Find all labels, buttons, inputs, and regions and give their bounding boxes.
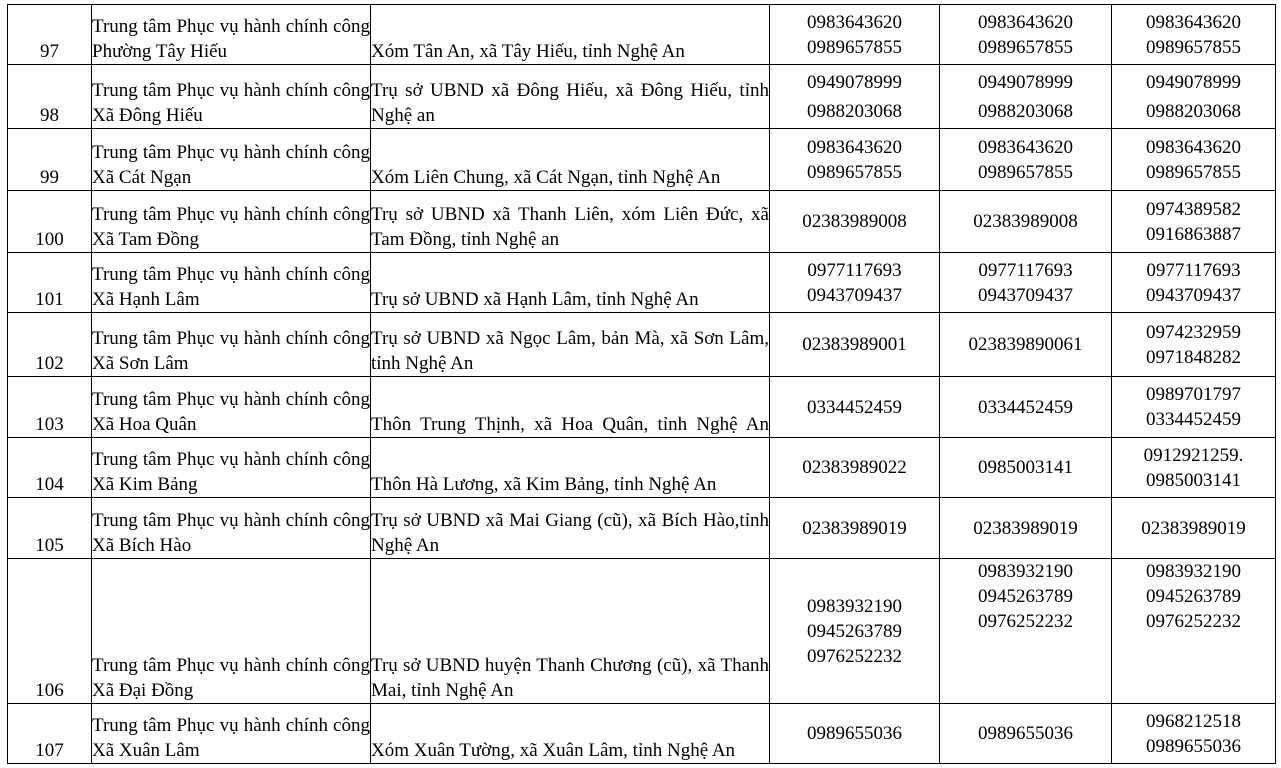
row-number: 101 bbox=[8, 253, 92, 313]
phone-number: 0989701797 bbox=[1146, 384, 1241, 405]
address-cell bbox=[371, 438, 770, 498]
phone-number: 02383989022 bbox=[802, 457, 907, 478]
row-number: 97 bbox=[8, 5, 92, 65]
address-cell bbox=[371, 129, 770, 191]
center-name: Trung tâm Phục vụ hành chính công Xã Sơn Lâm bbox=[92, 313, 371, 377]
phone-number: 0985003141 bbox=[1146, 469, 1241, 491]
phone-number: 02383989019 bbox=[1141, 517, 1246, 539]
phone-number: 0988203068 bbox=[807, 100, 902, 122]
phone-number: 0945263789 bbox=[807, 620, 902, 642]
phone-cell-2 bbox=[940, 5, 1112, 65]
phone-number: 0983643620 bbox=[978, 11, 1073, 33]
phone-cell-1 bbox=[770, 129, 940, 191]
address-cell bbox=[371, 313, 770, 377]
row-number: 103 bbox=[8, 377, 92, 438]
phone-number: 0989657855 bbox=[1146, 36, 1241, 58]
address-text: Trụ sở UBND xã Thanh Liên, xóm Liên Đức, xã Tam Đồng, tỉnh Nghệ an bbox=[371, 204, 769, 250]
phone-cell-2 bbox=[940, 129, 1112, 191]
phone-number: 0976252232 bbox=[807, 645, 902, 667]
phone-number: 0949078999 bbox=[1146, 71, 1241, 93]
phone-number: 0976252232 bbox=[978, 611, 1073, 632]
phone-number: 0334452459 bbox=[807, 396, 902, 418]
phone-cell-3 bbox=[1112, 438, 1276, 498]
phone-number: 023839890061 bbox=[968, 334, 1083, 355]
phone-number: 02383989019 bbox=[973, 517, 1078, 539]
address-text: Thôn Trung Thịnh, xã Hoa Quân, tỉnh Nghệ An bbox=[371, 414, 769, 435]
phone-cell-2 bbox=[940, 313, 1112, 377]
row-number: 102 bbox=[8, 313, 92, 377]
address-cell bbox=[371, 559, 770, 704]
phone-number: 0989657855 bbox=[978, 161, 1073, 183]
address-cell bbox=[371, 377, 770, 438]
phone-number: 02383989008 bbox=[802, 211, 907, 232]
phone-number: 0943709437 bbox=[807, 284, 902, 306]
address-text: Xóm Tân An, xã Tây Hiếu, tỉnh Nghệ An bbox=[371, 41, 685, 62]
phone-cell-2 bbox=[940, 65, 1112, 129]
phone-cell-3 bbox=[1112, 498, 1276, 559]
center-name: Trung tâm Phục vụ hành chính công Xã Tam Đồng bbox=[92, 191, 371, 253]
row-number: 107 bbox=[8, 704, 92, 764]
phone-number: 0983643620 bbox=[978, 136, 1073, 158]
phone-cell-1 bbox=[770, 704, 940, 764]
phone-cell-2 bbox=[940, 438, 1112, 498]
table-row bbox=[8, 704, 1276, 764]
phone-number: 0974232959 bbox=[1146, 321, 1241, 343]
phone-number: 0983643620 bbox=[807, 136, 902, 158]
phone-number: 02383989001 bbox=[802, 334, 907, 355]
row-number: 99 bbox=[8, 129, 92, 191]
phone-number: 0971848282 bbox=[1146, 346, 1241, 368]
phone-number: 0949078999 bbox=[978, 71, 1073, 93]
phone-number: 02383989019 bbox=[802, 517, 907, 539]
phone-cell-3 bbox=[1112, 129, 1276, 191]
row-number: 98 bbox=[8, 65, 92, 129]
phone-number: 0945263789 bbox=[978, 586, 1073, 607]
center-name: Trung tâm Phục vụ hành chính công Xã Bích Hào bbox=[92, 498, 371, 559]
phone-number: 0983932190 bbox=[807, 595, 902, 617]
phone-number: 0334452459 bbox=[978, 396, 1073, 418]
phone-number: 02383989008 bbox=[973, 211, 1078, 232]
phone-number: 0977117693 bbox=[978, 259, 1073, 281]
center-name: Trung tâm Phục vụ hành chính công Xã Kim Bảng bbox=[92, 438, 371, 498]
phone-cell-1 bbox=[770, 65, 940, 129]
center-name: Trung tâm Phục vụ hành chính công Phường Tây Hiếu bbox=[92, 5, 371, 65]
address-text: Trụ sở UBND xã Đông Hiếu, xã Đông Hiếu, tỉnh Nghệ an bbox=[371, 80, 769, 126]
phone-cell-1 bbox=[770, 5, 940, 65]
address-cell bbox=[371, 5, 770, 65]
center-name: Trung tâm Phục vụ hành chính công Xã Hoa Quân bbox=[92, 377, 371, 438]
phone-number: 0983643620 bbox=[807, 11, 902, 33]
address-text: Trụ sở UBND xã Mai Giang (cũ), xã Bích Hào,tỉnh Nghệ An bbox=[371, 510, 769, 556]
address-cell bbox=[371, 253, 770, 313]
phone-number: 0988203068 bbox=[978, 100, 1073, 122]
phone-number: 0988203068 bbox=[1146, 100, 1241, 122]
phone-number: 0989657855 bbox=[1146, 161, 1241, 183]
phone-number: 0974389582 bbox=[1146, 198, 1241, 220]
phone-number: 0977117693 bbox=[807, 259, 902, 281]
center-name: Trung tâm Phục vụ hành chính công Xã Đông Hiếu bbox=[92, 65, 371, 129]
phone-number: 0943709437 bbox=[978, 284, 1073, 306]
phone-cell-3 bbox=[1112, 313, 1276, 377]
phone-cell-3 bbox=[1112, 559, 1276, 704]
table-row bbox=[8, 253, 1276, 313]
address-text: Trụ sở UBND xã Hạnh Lâm, tỉnh Nghệ An bbox=[371, 289, 699, 310]
phone-cell-1 bbox=[770, 498, 940, 559]
address-text: Xóm Xuân Tường, xã Xuân Lâm, tỉnh Nghệ An bbox=[371, 740, 736, 761]
phone-number: 0334452459 bbox=[1146, 409, 1241, 430]
phone-number: 0989657855 bbox=[807, 36, 902, 58]
table-row bbox=[8, 377, 1276, 438]
row-number: 104 bbox=[8, 438, 92, 498]
phone-cell-3 bbox=[1112, 5, 1276, 65]
phone-cell-3 bbox=[1112, 191, 1276, 253]
phone-cell-2 bbox=[940, 377, 1112, 438]
phone-cell-1 bbox=[770, 253, 940, 313]
phone-cell-3 bbox=[1112, 377, 1276, 438]
row-number: 100 bbox=[8, 191, 92, 253]
phone-number: 0912921259. bbox=[1143, 444, 1244, 466]
center-name: Trung tâm Phục vụ hành chính công Xã Cát Ngạn bbox=[92, 129, 371, 191]
phone-cell-1 bbox=[770, 377, 940, 438]
phone-cell-2 bbox=[940, 498, 1112, 559]
phone-number: 0983643620 bbox=[1146, 136, 1241, 158]
phone-number: 0983932190 bbox=[978, 561, 1073, 582]
phone-number: 0989657855 bbox=[978, 36, 1073, 58]
phone-cell-3 bbox=[1112, 704, 1276, 764]
center-name: Trung tâm Phục vụ hành chính công Xã Đại Đồng bbox=[92, 559, 371, 704]
phone-number: 0945263789 bbox=[1146, 586, 1241, 607]
address-cell bbox=[371, 704, 770, 764]
address-text: Trụ sở UBND huyện Thanh Chương (cũ), xã Thanh Mai, tỉnh Nghệ An bbox=[371, 655, 769, 701]
phone-number: 0989657855 bbox=[807, 161, 902, 183]
address-cell bbox=[371, 498, 770, 559]
phone-cell-1 bbox=[770, 438, 940, 498]
address-text: Thôn Hà Lương, xã Kim Bảng, tỉnh Nghệ An bbox=[371, 474, 717, 495]
phone-cell-2 bbox=[940, 559, 1112, 704]
phone-cell-2 bbox=[940, 704, 1112, 764]
phone-cell-2 bbox=[940, 191, 1112, 253]
table-row bbox=[8, 498, 1276, 559]
address-text: Trụ sở UBND xã Ngọc Lâm, bản Mà, xã Sơn Lâm, tỉnh Nghệ An bbox=[371, 328, 769, 374]
phone-cell-3 bbox=[1112, 253, 1276, 313]
center-name: Trung tâm Phục vụ hành chính công Xã Hạnh Lâm bbox=[92, 253, 371, 313]
table-row bbox=[8, 5, 1276, 65]
table-row bbox=[8, 191, 1276, 253]
center-name: Trung tâm Phục vụ hành chính công Xã Xuân Lâm bbox=[92, 704, 371, 764]
address-cell bbox=[371, 65, 770, 129]
table-row bbox=[8, 559, 1276, 704]
service-center-table bbox=[7, 4, 1276, 764]
table-row bbox=[8, 313, 1276, 377]
phone-cell-2 bbox=[940, 253, 1112, 313]
phone-number: 0989655036 bbox=[978, 723, 1073, 744]
phone-cell-1 bbox=[770, 313, 940, 377]
phone-number: 0916863887 bbox=[1146, 223, 1241, 245]
address-text: Xóm Liên Chung, xã Cát Ngạn, tỉnh Nghệ An bbox=[371, 167, 721, 188]
phone-cell-1 bbox=[770, 559, 940, 704]
address-cell bbox=[371, 191, 770, 253]
table-row bbox=[8, 438, 1276, 498]
table-row bbox=[8, 129, 1276, 191]
phone-cell-3 bbox=[1112, 65, 1276, 129]
phone-cell-1 bbox=[770, 191, 940, 253]
phone-number: 0976252232 bbox=[1146, 611, 1241, 632]
phone-number: 0985003141 bbox=[978, 457, 1073, 478]
phone-number: 0977117693 bbox=[1146, 259, 1241, 281]
phone-number: 0983643620 bbox=[1146, 11, 1241, 33]
row-number: 106 bbox=[8, 559, 92, 704]
phone-number: 0949078999 bbox=[807, 71, 902, 93]
phone-number: 0968212518 bbox=[1146, 710, 1241, 732]
row-number: 105 bbox=[8, 498, 92, 559]
phone-number: 0989655036 bbox=[1146, 735, 1241, 757]
phone-number: 0943709437 bbox=[1146, 284, 1241, 306]
phone-number: 0983932190 bbox=[1146, 561, 1241, 582]
table-row bbox=[8, 65, 1276, 129]
phone-number: 0989655036 bbox=[807, 723, 902, 744]
